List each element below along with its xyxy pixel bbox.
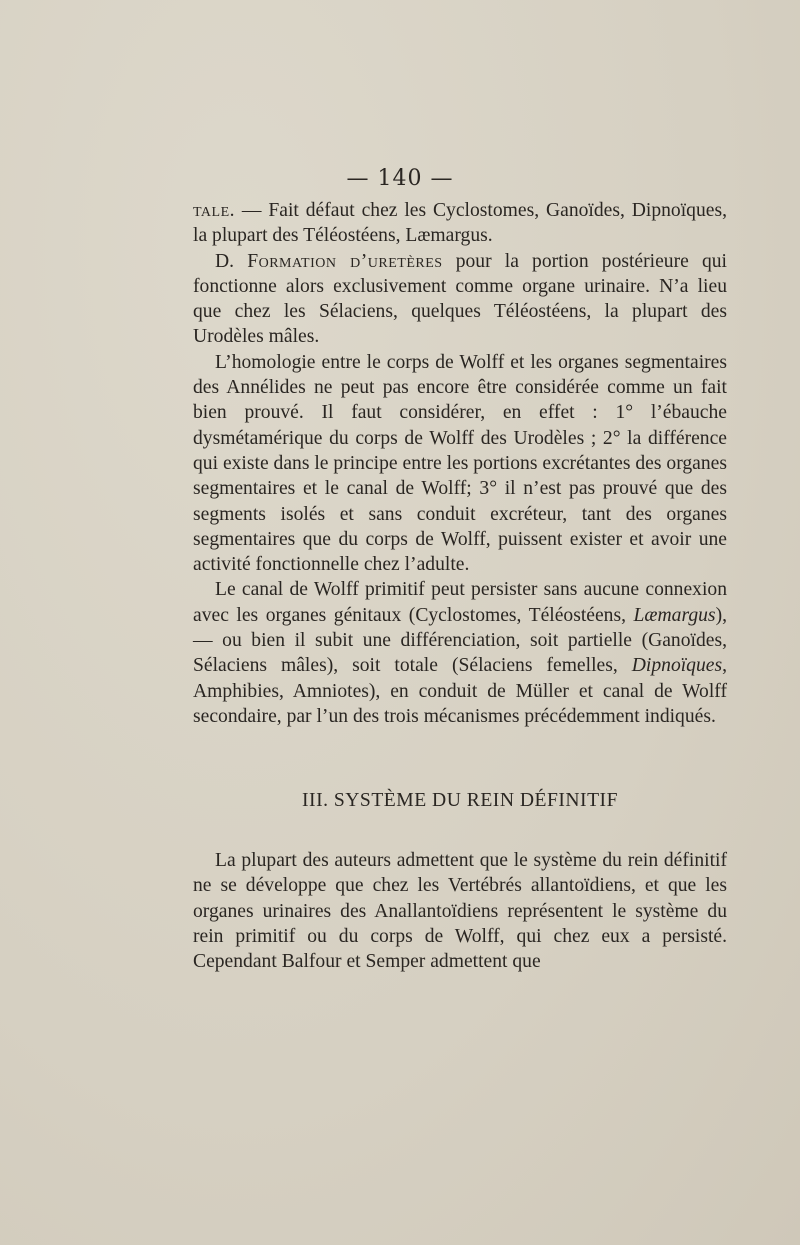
- paragraph-4-part-a: Le canal de Wolff primitif peut persister sans aucune connexion avec les organes génitaux (Cyclostomes, Téléostéens,: [193, 579, 727, 626]
- paragraph-4-italic-1: Læmargus: [633, 604, 716, 626]
- paragraph-5: La plupart des auteurs admettent que le système du rein définitif ne se développe que chez les Vertébrés allantoïdiens, et que les organes urinaires des Anallantoïdiens représentent le système du rein primitif ou du corps de Wolff, qui chez eux a persisté. Cependant Balfour et Semper admettent que: [193, 850, 727, 973]
- paragraph-2-lead: Formation d’uretères: [247, 250, 443, 272]
- paragraph-4-part-b: ), — ou bien il subit une différenciation, soit partielle (Ganoïdes, Sélaciens mâles), soit totale (Sélaciens femelles,: [193, 604, 727, 677]
- paragraph-4-italic-2: Dipnoïques: [631, 655, 723, 677]
- section-body: [193, 848, 727, 974]
- paragraph-2-letter: D.: [215, 250, 248, 272]
- paragraph-1-text: — Fait défaut chez les Cyclostomes, Ganoïdes, Dipnoïques, la plupart des Téléostéens, Læmargus.: [193, 200, 727, 247]
- paragraph-2: [193, 249, 727, 350]
- page-number: — 140 —: [346, 166, 454, 191]
- paragraph-4: [193, 577, 727, 729]
- paragraph-1-lead: tale.: [193, 200, 236, 221]
- paragraph-1: [193, 198, 727, 249]
- paragraph-4-part-c: , Amphibies, Amniotes), en conduit de Müller et canal de Wolff secondaire, par l’un des trois mécanismes précédemment indiqués.: [193, 655, 727, 727]
- body-text: [193, 198, 727, 729]
- section-heading: III. SYSTÈME DU REIN DÉFINITIF: [302, 790, 618, 811]
- paragraph-3: L’homologie entre le corps de Wolff et les organes segmentaires des Annélides ne peut pas encore être considérée comme un fait bien prouvé. Il faut considérer, en effet : 1° l’ébauche dysmétamérique du corps de Wolff des Urodèles ; 2° la différence qui existe dans le principe entre les portions excrétantes des organes segmentaires et le canal de Wolff; 3° il n’est pas prouvé que des segments isolés et sans conduit excréteur, tant des organes segmentaires que du corps de Wolff, puissent exister et avoir une activité fonctionnelle chez l’adulte.: [193, 351, 727, 576]
- paragraph-2-text: pour la portion postérieure qui fonctionne alors exclusivement comme organe urinaire. N’a lieu que chez les Sélaciens, quelques Téléostéens, la plupart des Urodèles mâles.: [193, 250, 727, 348]
